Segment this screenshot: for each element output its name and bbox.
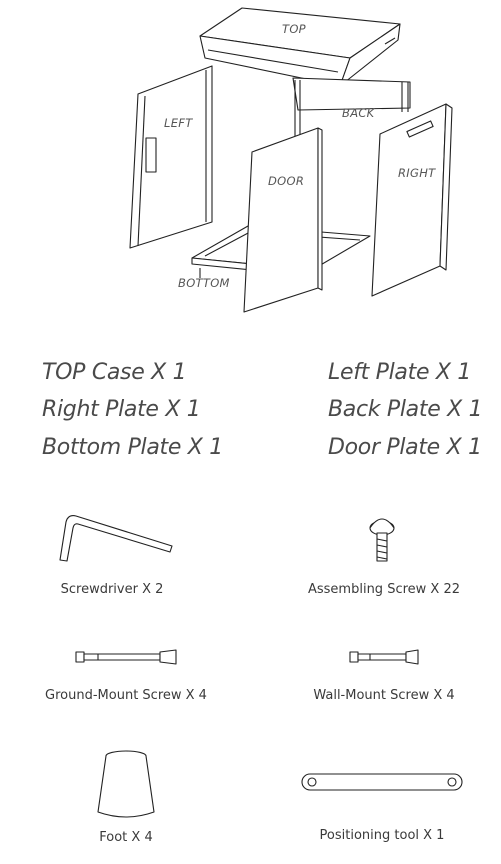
caption-assembling-screw: Assembling Screw X 22 xyxy=(307,582,461,597)
wall-mount-screw-icon xyxy=(350,650,418,664)
parts-item-right-plate: Right Plate X 1 xyxy=(42,397,201,422)
caption-wall-mount-screw: Wall-Mount Screw X 4 xyxy=(313,688,455,703)
ground-mount-screw-icon xyxy=(76,650,176,664)
assembling-screw-icon xyxy=(370,519,394,561)
positioning-tool-icon xyxy=(302,774,462,790)
parts-item-left-plate: Left Plate X 1 xyxy=(328,360,472,385)
parts-item-back-plate: Back Plate X 1 xyxy=(328,397,483,422)
caption-positioning-tool: Positioning tool X 1 xyxy=(319,828,445,843)
label-right: RIGHT xyxy=(398,166,436,180)
label-left: LEFT xyxy=(164,116,193,130)
label-back: BACK xyxy=(342,106,375,120)
label-top: TOP xyxy=(282,22,306,36)
label-bottom: BOTTOM xyxy=(178,276,230,290)
label-door: DOOR xyxy=(268,174,305,188)
caption-foot: Foot X 4 xyxy=(99,830,153,845)
foot-icon xyxy=(98,751,154,817)
screwdriver-icon xyxy=(60,516,172,561)
caption-screwdriver: Screwdriver X 2 xyxy=(60,582,164,597)
parts-item-door-plate: Door Plate X 1 xyxy=(328,435,482,460)
parts-item-bottom-plate: Bottom Plate X 1 xyxy=(42,435,223,460)
parts-item-top-case: TOP Case X 1 xyxy=(42,360,187,385)
caption-ground-mount-screw: Ground-Mount Screw X 4 xyxy=(45,688,207,703)
